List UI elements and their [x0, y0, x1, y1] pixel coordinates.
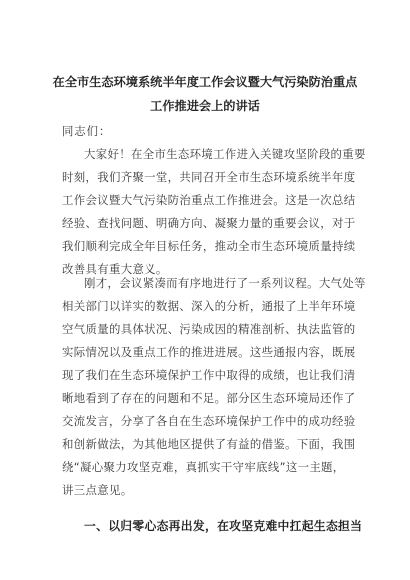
- paragraph-1-line-3: 工作会议暨大气污染防治重点工作推进会。这是一次总结: [62, 193, 356, 207]
- salutation: 同志们：: [62, 124, 112, 138]
- section-heading-1: 一、以归零心态再出发，在攻坚克难中扛起生态担当: [84, 519, 363, 533]
- paragraph-1-line-4: 经验、查找问题、明确方向、凝聚力量的重要会议，对于: [62, 216, 356, 230]
- paragraph-2-line-8: 和创新做法，为其他地区提供了有益的借鉴。下面，我围: [62, 437, 356, 451]
- paragraph-2-line-5: 现了我们在生态环境保护工作中取得的成绩，也让我们清: [62, 368, 356, 382]
- paragraph-2-line-6: 晰地看到了存在的问题和不足。部分区生态环境局还作了: [62, 391, 356, 405]
- paragraph-2-line-10: 讲三点意见。: [62, 483, 133, 497]
- document-title-line-1: 在全市生态环境系统半年度工作会议暨大气污染防治重点: [52, 75, 358, 89]
- paragraph-2-line-4: 实际情况以及重点工作的推进进展。这些通报内容，既展: [62, 345, 356, 359]
- paragraph-1-line-2: 时刻，我们齐聚一堂，共同召开全市生态环境系统半年度: [62, 170, 356, 184]
- paragraph-2-line-7: 交流发言，分享了各自在生态环境保护工作中的成功经验: [62, 414, 356, 428]
- paragraph-2-line-3: 空气质量的具体状况、污染成因的精准剖析、执法监管的: [62, 322, 356, 336]
- paragraph-1-line-1: 大家好！在全市生态环境工作进入关键攻坚阶段的重要: [84, 147, 366, 161]
- paragraph-2-line-9: 绕“凝心聚力攻坚克难，真抓实干守牢底线”这一主题，: [62, 460, 345, 474]
- paragraph-2-line-1: 刚才，会议紧凑而有序地进行了一系列议程。大气处等: [84, 276, 366, 290]
- paragraph-1-line-6: 改善具有重大意义。: [62, 262, 168, 276]
- paragraph-1-line-5: 我们顺利完成全年目标任务，推动全市生态环境质量持续: [62, 239, 356, 253]
- document-title-line-2: 工作推进会上的讲话: [150, 99, 260, 113]
- paragraph-2-line-2: 相关部门以详实的数据、深入的分析，通报了上半年环境: [62, 299, 356, 313]
